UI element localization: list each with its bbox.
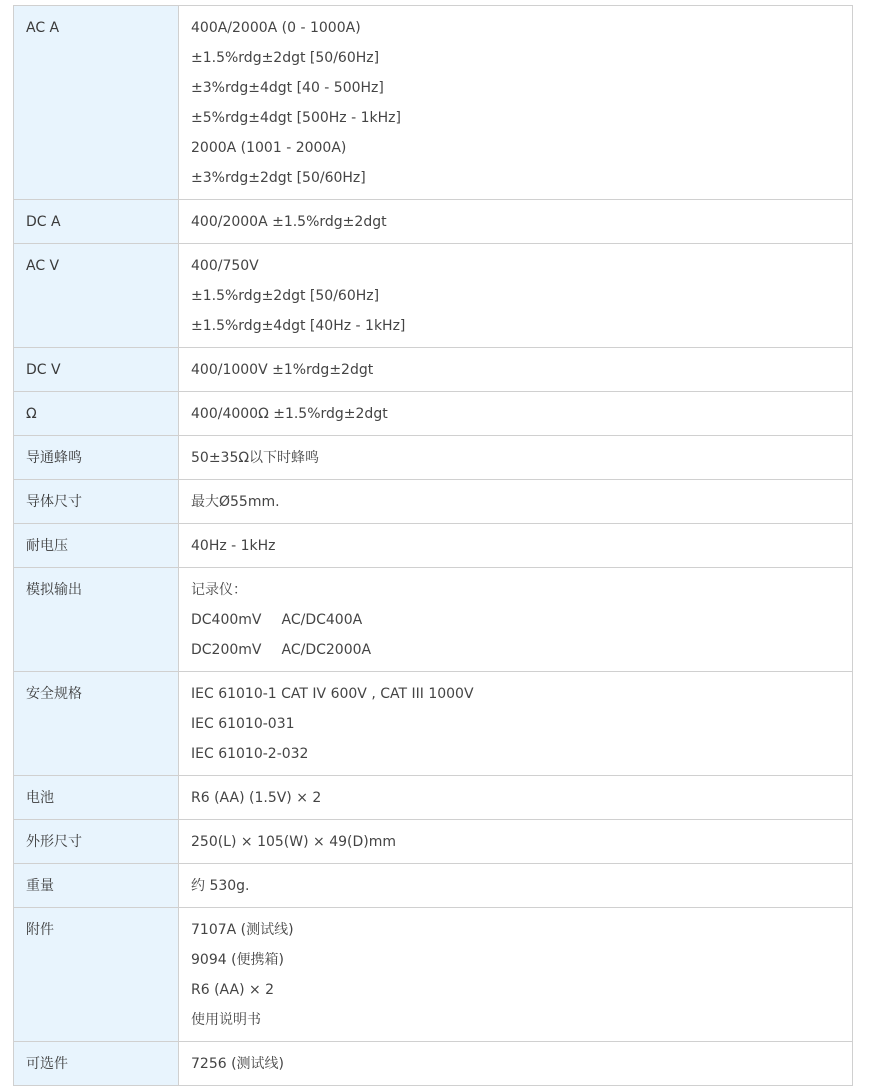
value-line: 使用说明书 xyxy=(191,1012,261,1028)
value-line: 400/2000A ±1.5%rdg±2dgt xyxy=(191,214,387,230)
value-line: ±1.5%rdg±2dgt [50/60Hz] xyxy=(191,50,380,66)
table-row xyxy=(14,1042,853,1086)
value-line: 2000A (1001 - 2000A) xyxy=(191,140,347,156)
value-line: 约 530g. xyxy=(191,878,250,894)
table-row xyxy=(14,244,853,348)
value-line: IEC 61010-1 CAT IV 600V , CAT III 1000V xyxy=(191,686,474,702)
table-row xyxy=(14,200,853,244)
value-line: 9094 (便携箱) xyxy=(191,952,285,968)
value-line: ±5%rdg±4dgt [500Hz - 1kHz] xyxy=(191,110,401,126)
table-row xyxy=(14,568,853,672)
row-value xyxy=(179,392,853,436)
table-row xyxy=(14,776,853,820)
value-line xyxy=(191,605,840,635)
row-value xyxy=(179,672,853,776)
value-line: IEC 61010-2-032 xyxy=(191,746,309,762)
value-line: ±1.5%rdg±2dgt [50/60Hz] xyxy=(191,288,380,304)
value-line: 记录仪： xyxy=(191,582,247,598)
value-line: 50±35Ω以下时蜂鸣 xyxy=(191,450,320,466)
table-row xyxy=(14,392,853,436)
value-line: 400/1000V ±1%rdg±2dgt xyxy=(191,362,374,378)
row-value xyxy=(179,200,853,244)
row-label: 可选件 xyxy=(14,1042,179,1086)
value-line: 400/750V xyxy=(191,258,259,274)
table-row xyxy=(14,348,853,392)
table-row xyxy=(14,864,853,908)
value-line: 400A/2000A (0 - 1000A) xyxy=(191,20,361,36)
row-label: AC A xyxy=(14,6,179,200)
row-label: DC V xyxy=(14,348,179,392)
row-label: 模拟输出 xyxy=(14,568,179,672)
row-value xyxy=(179,244,853,348)
table-row xyxy=(14,480,853,524)
value-line: 40Hz - 1kHz xyxy=(191,538,276,554)
row-value xyxy=(179,524,853,568)
value-part: AC/DC400A xyxy=(281,612,363,628)
row-label: 导通蜂鸣 xyxy=(14,436,179,480)
value-line: IEC 61010-031 xyxy=(191,716,295,732)
value-part: AC/DC2000A xyxy=(281,642,372,658)
row-value xyxy=(179,908,853,1042)
row-value xyxy=(179,1042,853,1086)
table-row xyxy=(14,820,853,864)
value-line: 7256 (测试线) xyxy=(191,1056,285,1072)
value-line: 最大Ø55mm. xyxy=(191,494,280,510)
table-row xyxy=(14,436,853,480)
table-row xyxy=(14,908,853,1042)
value-line: 400/4000Ω ±1.5%rdg±2dgt xyxy=(191,406,388,422)
table-row xyxy=(14,672,853,776)
row-label: DC A xyxy=(14,200,179,244)
value-line: 250(L) × 105(W) × 49(D)mm xyxy=(191,834,396,850)
row-label: 外形尺寸 xyxy=(14,820,179,864)
row-value xyxy=(179,480,853,524)
row-label: 导体尺寸 xyxy=(14,480,179,524)
value-part: DC200mV xyxy=(191,642,262,658)
value-line: 7107A (测试线) xyxy=(191,922,294,938)
row-value xyxy=(179,864,853,908)
value-line: ±3%rdg±4dgt [40 - 500Hz] xyxy=(191,80,384,96)
value-line xyxy=(191,635,840,665)
row-label: AC V xyxy=(14,244,179,348)
row-label: 安全规格 xyxy=(14,672,179,776)
row-label: 附件 xyxy=(14,908,179,1042)
row-value xyxy=(179,776,853,820)
row-label: 电池 xyxy=(14,776,179,820)
row-label: Ω xyxy=(14,392,179,436)
table-row xyxy=(14,6,853,200)
value-line: R6 (AA) × 2 xyxy=(191,982,275,998)
row-value xyxy=(179,568,853,672)
row-value xyxy=(179,820,853,864)
table-row xyxy=(14,524,853,568)
value-line: ±3%rdg±2dgt [50/60Hz] xyxy=(191,170,366,186)
value-line: ±1.5%rdg±4dgt [40Hz - 1kHz] xyxy=(191,318,406,334)
row-value xyxy=(179,6,853,200)
value-line: R6 (AA) (1.5V) × 2 xyxy=(191,790,322,806)
row-value xyxy=(179,348,853,392)
spec-table xyxy=(13,5,853,1086)
row-label: 耐电压 xyxy=(14,524,179,568)
value-part: DC400mV xyxy=(191,612,262,628)
row-value xyxy=(179,436,853,480)
row-label: 重量 xyxy=(14,864,179,908)
